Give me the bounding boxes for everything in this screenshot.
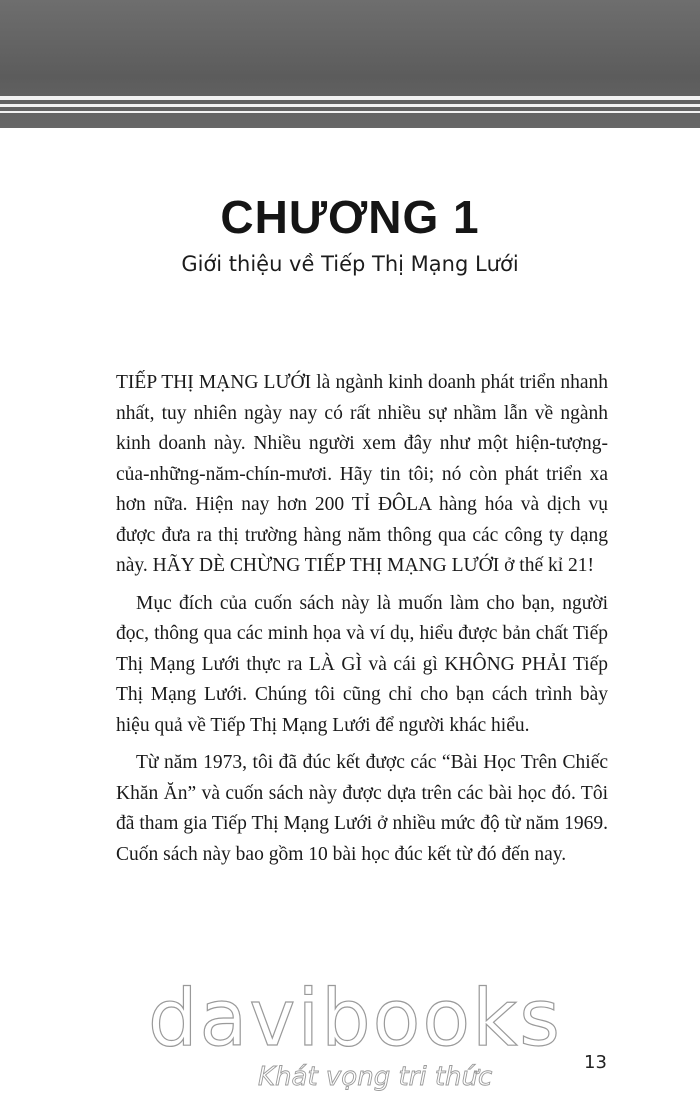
- header-stripe: [0, 104, 700, 107]
- chapter-title: CHƯƠNG 1: [220, 191, 480, 243]
- paragraph: TIẾP THỊ MẠNG LƯỚI là ngành kinh doanh phát triển nhanh nhất, tuy nhiên ngày nay có rất nhiều sự nhầm lẫn về ngành kinh doanh này. Nhiều người xem đây như một hiện-tượng-của-những-năm-chín-mươi. Hãy tin tôi; nó còn phát triển xa hơn nữa. Hiện nay hơn 200 TỈ ĐÔLA hàng hóa và dịch vụ được đưa ra thị trường hàng năm thông qua các công ty dạng này. HÃY DÈ CHỪNG TIẾP THỊ MẠNG LƯỚI ở thế kỉ 21!: [116, 372, 608, 576]
- paragraph: Mục đích của cuốn sách này là muốn làm cho bạn, người đọc, thông qua các minh họa và ví dụ, hiểu được bản chất Tiếp Thị Mạng Lưới thực ra LÀ GÌ và cái gì KHÔNG PHẢI Tiếp Thị Mạng Lưới. Chúng tôi cũng chỉ cho bạn cách trình bày hiệu quả về Tiếp Thị Mạng Lưới để người khác hiểu.: [116, 592, 608, 736]
- header-stripe: [0, 111, 700, 113]
- body-text: [116, 368, 608, 877]
- chapter-subtitle: Giới thiệu về Tiếp Thị Mạng Lưới: [181, 252, 519, 276]
- watermark-tagline: Khát vọng tri thức: [258, 1062, 493, 1092]
- paragraph: Từ năm 1973, tôi đã đúc kết được các “Bài Học Trên Chiếc Khăn Ăn” và cuốn sách này được dựa trên các bài học đó. Tôi đã tham gia Tiếp Thị Mạng Lưới ở nhiều mức độ từ năm 1969. Cuốn sách này bao gồm 10 bài học đúc kết từ đó đến nay.: [116, 752, 608, 865]
- page-number: 13: [584, 1052, 607, 1073]
- header-stripe: [0, 96, 700, 100]
- watermark-brand: davibooks: [148, 974, 562, 1064]
- header-band: [0, 0, 700, 128]
